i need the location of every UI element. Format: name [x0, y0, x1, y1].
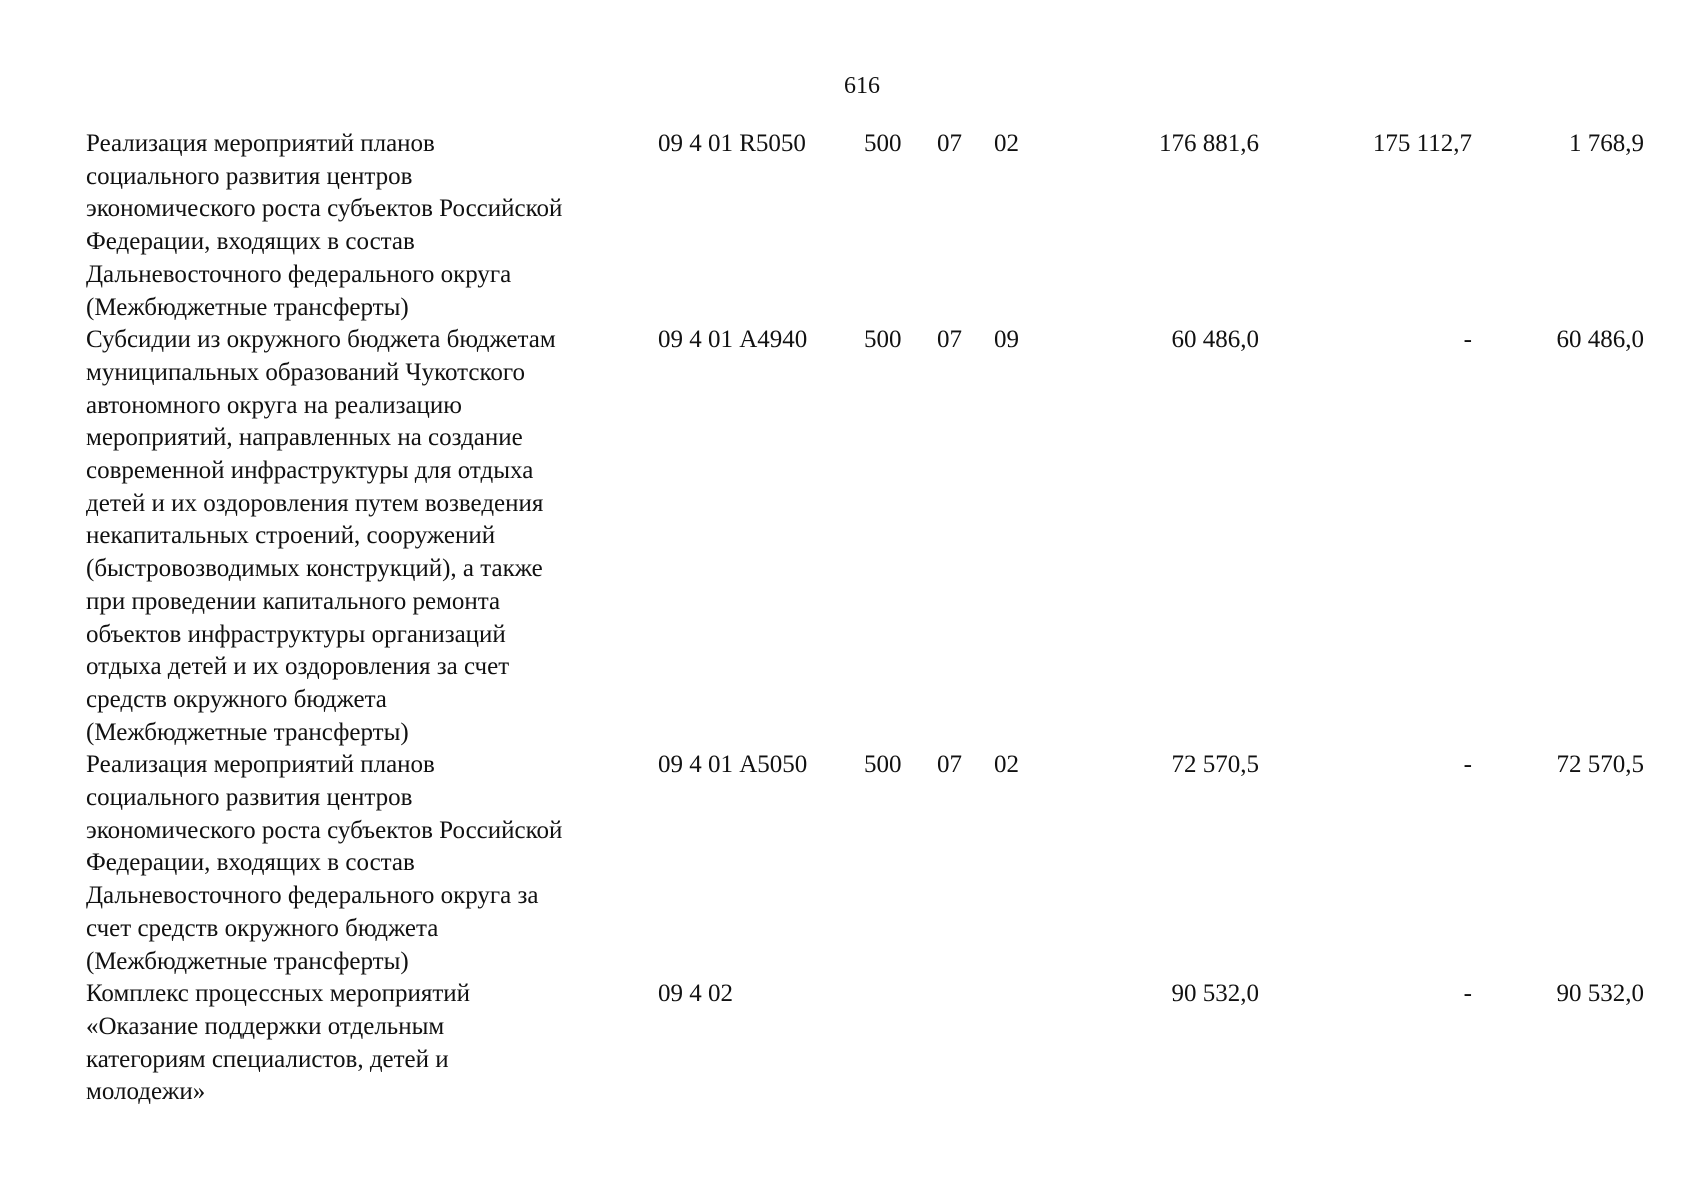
description-line: мероприятий, направленных на создание	[86, 424, 523, 452]
description-line: современной инфраструктуры для отдыха	[86, 457, 534, 485]
description-line: (Межбюджетные трансферты)	[86, 293, 409, 321]
expense-type-code: 500	[864, 130, 902, 157]
table-row	[86, 978, 1646, 1109]
target-article-code: 09 4 01 А5050	[658, 751, 808, 779]
description-line: Федерации, входящих в состав	[86, 228, 415, 256]
description-line: некапитальных строений, сооружений	[86, 522, 496, 550]
subsection-code: 09	[994, 326, 1019, 354]
budget-table	[86, 128, 1646, 1109]
description-line: (Межбюджетные трансферты)	[86, 947, 409, 975]
description-line: Федерации, входящих в состав	[86, 849, 415, 877]
total-amount: 176 881,6	[1159, 130, 1259, 157]
federal-amount: -	[1463, 980, 1472, 1008]
target-article-code: 09 4 01 А4940	[658, 326, 808, 354]
row-description	[86, 749, 658, 978]
target-article-code: 09 4 02	[658, 980, 733, 1008]
description-line: экономического роста субъектов Российской	[86, 195, 563, 223]
description-line: объектов инфраструктуры организаций	[86, 620, 506, 648]
subsection-code: 02	[994, 751, 1019, 779]
total-amount: 90 532,0	[1171, 980, 1259, 1008]
description-line: детей и их оздоровления путем возведения	[86, 489, 544, 517]
description-line: при проведении капитального ремонта	[86, 587, 501, 615]
expense-type-code: 500	[864, 326, 902, 354]
description-line: счет средств окружного бюджета	[86, 914, 439, 942]
description-line: Дальневосточного федерального округа	[86, 260, 512, 288]
row-description	[86, 978, 658, 1109]
description-line: муниципальных образований Чукотского	[86, 358, 525, 386]
description-line: автономного округа на реализацию	[86, 391, 462, 419]
regional-amount: 72 570,5	[1556, 751, 1644, 779]
total-amount: 60 486,0	[1171, 326, 1259, 354]
description-line: Реализация мероприятий планов	[86, 751, 435, 779]
row-description	[86, 324, 658, 749]
row-description	[86, 128, 658, 324]
description-line: «Оказание поддержки отдельным	[86, 1012, 445, 1040]
description-line: молодежи»	[86, 1078, 206, 1106]
description-line: (быстровозводимых конструкций), а также	[86, 555, 543, 583]
description-line: Реализация мероприятий планов	[86, 130, 435, 157]
description-line: Субсидии из окружного бюджета бюджетам	[86, 326, 556, 354]
target-article-code: 09 4 01 R5050	[658, 130, 806, 157]
table-row	[86, 128, 1646, 324]
description-line: отдыха детей и их оздоровления за счет	[86, 653, 510, 681]
description-line: Дальневосточного федерального округа за	[86, 882, 539, 910]
section-code: 07	[937, 130, 962, 157]
federal-amount: 175 112,7	[1372, 130, 1472, 157]
table-row	[86, 749, 1646, 978]
description-line: Комплекс процессных мероприятий	[86, 980, 471, 1008]
description-line: социального развития центров	[86, 784, 413, 812]
table-row	[86, 324, 1646, 749]
description-line: экономического роста субъектов Российской	[86, 816, 563, 844]
description-line: социального развития центров	[86, 162, 413, 190]
section-code: 07	[937, 326, 962, 354]
section-code: 07	[937, 751, 962, 779]
regional-amount: 60 486,0	[1556, 326, 1644, 354]
federal-amount: -	[1463, 751, 1472, 779]
description-line: (Межбюджетные трансферты)	[86, 718, 409, 746]
federal-amount: -	[1463, 326, 1472, 354]
description-line: категориям специалистов, детей и	[86, 1045, 449, 1073]
description-line: средств окружного бюджета	[86, 685, 387, 713]
page-number: 616	[844, 73, 880, 99]
total-amount: 72 570,5	[1171, 751, 1259, 779]
subsection-code: 02	[994, 130, 1019, 157]
regional-amount: 1 768,9	[1569, 130, 1644, 157]
regional-amount: 90 532,0	[1556, 980, 1644, 1008]
expense-type-code: 500	[864, 751, 902, 779]
